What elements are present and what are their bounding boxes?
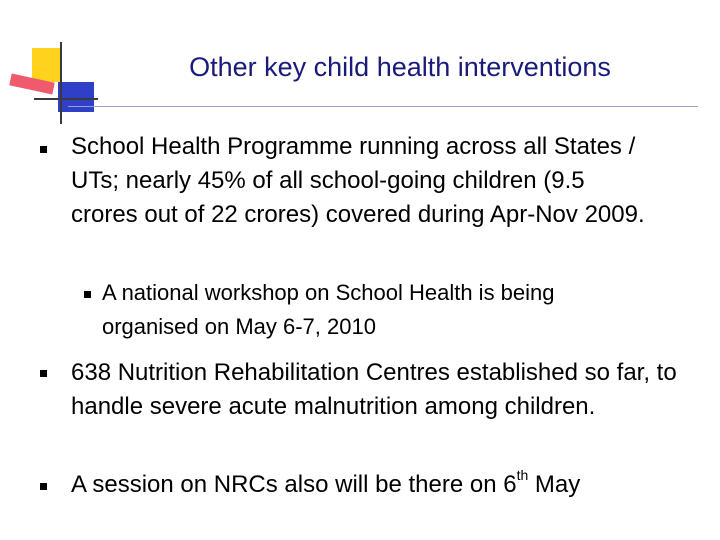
title-divider [68, 106, 698, 107]
slide-title: Other key child health interventions [189, 52, 611, 82]
sub-bullet-marker [84, 291, 91, 298]
ordinal-suffix: th [516, 467, 529, 483]
decorative-logo [0, 0, 100, 130]
bullet-marker [40, 146, 47, 153]
bullet-marker [40, 370, 47, 377]
bullet-marker [40, 483, 47, 490]
bullet-nrc-session [71, 468, 711, 502]
bullet-nutrition-centres: 638 Nutrition Rehabilitation Centres established so far, to handle severe acute malnutrition among children. [71, 359, 677, 420]
nrc-session-month: May [528, 471, 581, 498]
bullet-school-health: School Health Programme running across all States / UTs; nearly 45% of all school-going children (9.5 crores out of 22 crores) covered during Apr-Nov 2009. [71, 133, 645, 228]
sub-bullet-national-workshop: A national workshop on School Health is being organised on May 6-7, 2010 [102, 280, 555, 339]
nrc-session-text: A session on NRCs also will be there on 6 [71, 471, 517, 498]
